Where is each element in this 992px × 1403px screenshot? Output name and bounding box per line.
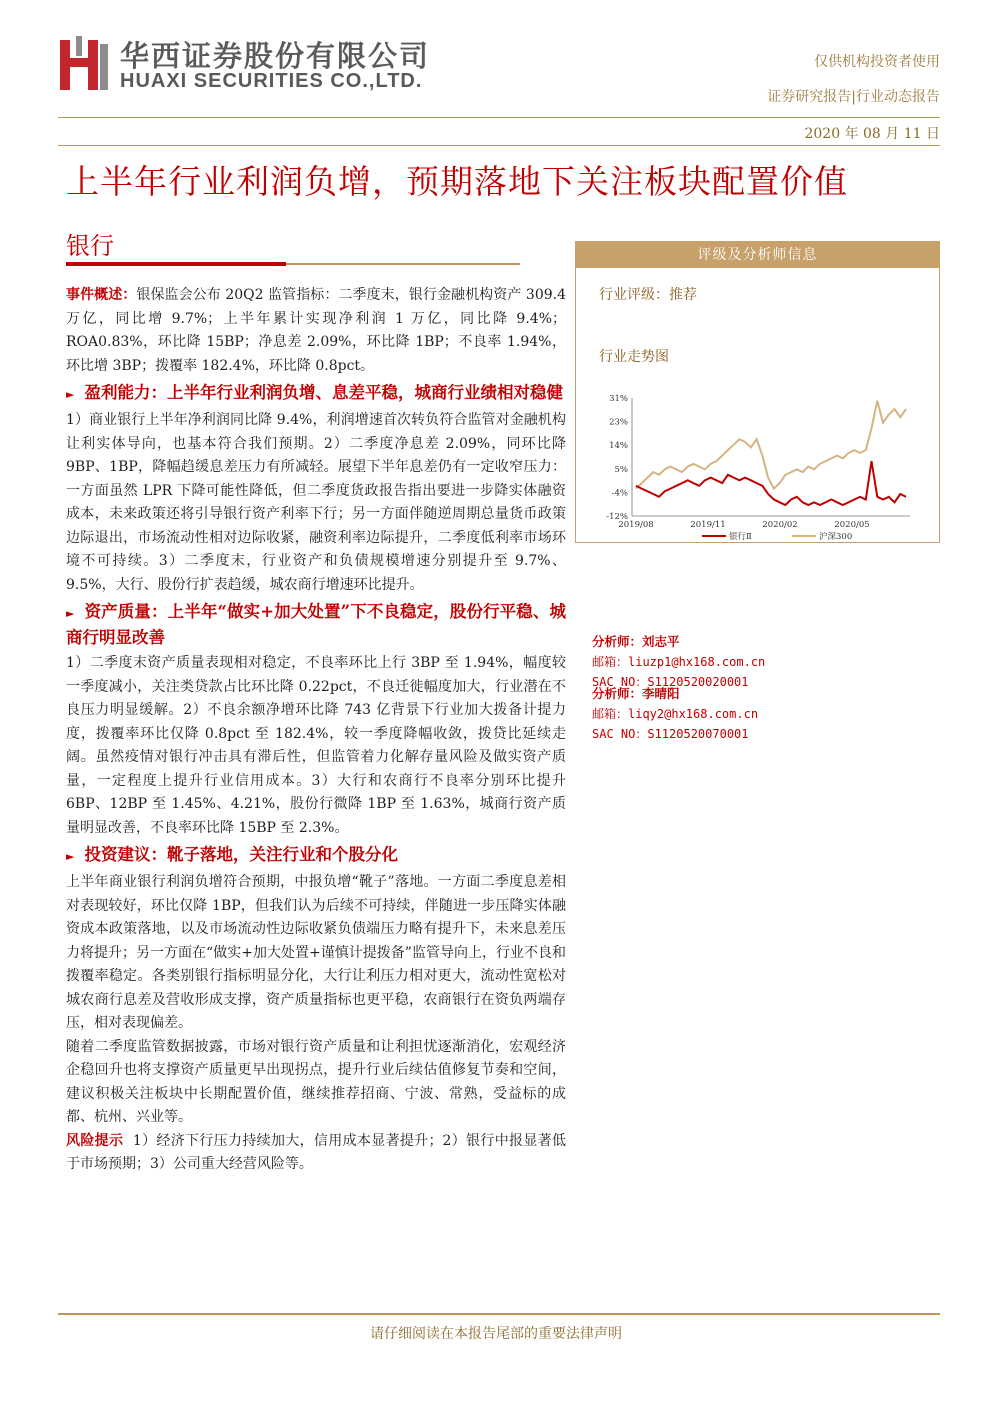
section-profitability-heading [66,381,566,407]
date-divider [58,145,940,146]
section-investment-text-2: 随着二季度监管数据披露，市场对银行资产质量和让利担忧逐渐消化，宏观经济企稳回升也将支撑资产质量更早出现拐点，提升行业后续估值修复节奏和空间，建议积极关注板块中长期配置价值，继续推荐招商、宁波、常熟，受益标的成都、杭州、兴业等。 [66,1038,566,1125]
section-investment-text-1: 上半年商业银行利润负增符合预期，中报负增“靴子”落地。一方面二季度息差相对表现较好，环比仅降 1BP，但我们认为后续不可持续，伴随进一步压降实体融资成本政策落地，以及市场流动性边际收紧负债端压力略有提升下，未来息差压力将提升；另一方面在“做实+加大处置+谨慎计提拨备”监管导向上，行业不良和拨覆率稳定。各类别银行指标明显分化，大行让利压力相对更大，流动性宽松对城农商行息差及营收形成支撑，资产质量指标也更平稳，农商银行在资负两端存压，相对表现偏差。 [66,874,566,1031]
header-divider [58,117,940,118]
event-lead: 事件概述： [66,287,137,303]
bullet-arrow-icon: ► [66,850,75,863]
analyst-sac: SAC NO：S1120520070001 [592,727,749,741]
y-tick-label: 14% [609,441,628,452]
analyst-name: 分析师：李晴阳 [592,686,680,701]
bullet-arrow-icon: ► [66,607,75,620]
report-date: 2020 年 08 月 11 日 [804,126,940,142]
section-heading-text: 投资建议：靴子落地，关注行业和个股分化 [84,845,398,864]
y-tick-label: -12% [606,512,628,522]
industry-rating: 行业评级：推荐 [599,287,697,303]
company-logo [58,34,110,90]
company-name-cn: 华西证券股份有限公司 [120,39,431,73]
x-tick-label: 2020/02 [762,520,798,530]
industry-trend-chart [592,382,932,542]
rating-analyst-panel [575,241,940,543]
section-heading-text: 资产质量：上半年“做实+加大处置”下不良稳定，股份行平稳、城商行明显改善 [66,602,566,647]
legal-notice: 请仔细阅读在本报告尾部的重要法律声明 [370,1326,622,1342]
bullet-arrow-icon: ► [66,388,75,401]
x-tick-label: 2019/11 [690,520,726,530]
y-tick-label: 5% [614,464,628,475]
x-tick-label: 2019/08 [618,520,654,530]
analyst-email[interactable]: 邮箱：liuzp1@hx168.com.cn [592,655,766,669]
trend-chart-label: 行业走势图 [599,349,669,365]
audience-notice: 仅供机构投资者使用 [814,54,940,70]
report-category: 证券研究报告|行业动态报告 [767,89,940,105]
analyst-name: 分析师：刘志平 [592,634,680,649]
company-name-en: HUAXI SECURITIES CO.,LTD. [120,70,423,92]
risk-notice [66,1130,566,1177]
analyst-card [592,684,758,744]
section-heading-text: 盈利能力：上半年行业利润负增、息差平稳，城商行业绩相对稳健 [84,383,563,402]
y-tick-label: -4% [611,488,628,499]
panel-title: 评级及分析师信息 [576,242,939,268]
section-asset-quality-text: 1）二季度末资产质量表现相对稳定，不良率环比上行 3BP 至 1.94%，幅度较一季度减小，关注类贷款占比环比降 0.22pct，不良迁徙幅度加大，行业潜在不良压力明显缓解。2）不良余额净增环比降 743 亿背景下行业加大拨备计提力度，拨覆率环比仅降 0.8pct 至 182.4%，较一季度降幅收敛，拨贷比延续走阔。虽然疫情对银行冲击具有滞后性，但监管着力化解存量风险及做实资产质量，一定程度上提升行业信用成本。3）大行和农商行不良率分别环比提升 6BP、12BP 至 1.45%、4.21%，股份行微降 1BP 至 1.63%，城商行资产质量明显改善，不良率环比降 15BP 至 2.3%。 [66,655,566,836]
section-investment-heading [66,843,566,869]
report-body [66,284,566,1177]
analyst-sac: SAC NO：S1120520020001 [592,675,749,689]
industry-rule [286,263,520,265]
industry-label: 银行 [66,232,114,260]
series-line [636,401,906,489]
event-text: 银保监会公布 20Q2 监管指标：二季度末，银行金融机构资产 309.4 万亿，同比增 9.7%；上半年累计实现净利润 1 万亿，同比降 9.4%；ROA0.83%，环比降 15BP；净息差 2.09%，环比降 1BP；不良率 1.94%，环比增 3BP；拨覆率 182.4%，环比降 0.8pct。 [66,287,566,374]
x-tick-label: 2020/05 [834,520,870,530]
legend-label: 银行Ⅱ [729,532,752,542]
section-profitability-text: 1）商业银行上半年净利润同比降 9.4%，利润增速首次转负符合监管对金融机构让利实体导向，也基本符合我们预期。2）二季度净息差 2.09%，同环比降 9BP、1BP，降幅趋缓息差压力有所减轻。展望下半年息差仍有一定收窄压力：一方面虽然 LPR 下降可能性降低，但二季度货政报告指出要进一步降实体融资成本，未来政策还将引导银行资产利率下行；另一方面伴随逆周期总量货币政策边际退出，市场流动性相对边际收紧，融资利率边际提升，二季度低利率市场环境不可持续。3）二季度末，行业资产和负债规模增速分别提升至 9.7%、9.5%，大行、股份行扩表趋缓，城农商行增速环比提升。 [66,412,566,593]
y-tick-label: 31% [609,394,628,404]
legend-label: 沪深300 [819,532,853,542]
report-title: 上半年行业利润负增，预期落地下关注板块配置价值 [66,162,848,201]
y-tick-label: 23% [609,417,628,428]
section-asset-quality-heading [66,600,566,650]
risk-text: 1）经济下行压力持续加大，信用成本显著提升；2）银行中报显著低于市场预期；3）公司重大经营风险等。 [66,1132,566,1172]
analyst-email[interactable]: 邮箱：liqy2@hx168.com.cn [592,707,759,721]
analyst-card [592,632,765,692]
risk-lead: 风险提示 [66,1132,124,1149]
event-summary [66,284,566,378]
footer-divider [58,1313,940,1315]
industry-rule-accent [66,262,286,266]
